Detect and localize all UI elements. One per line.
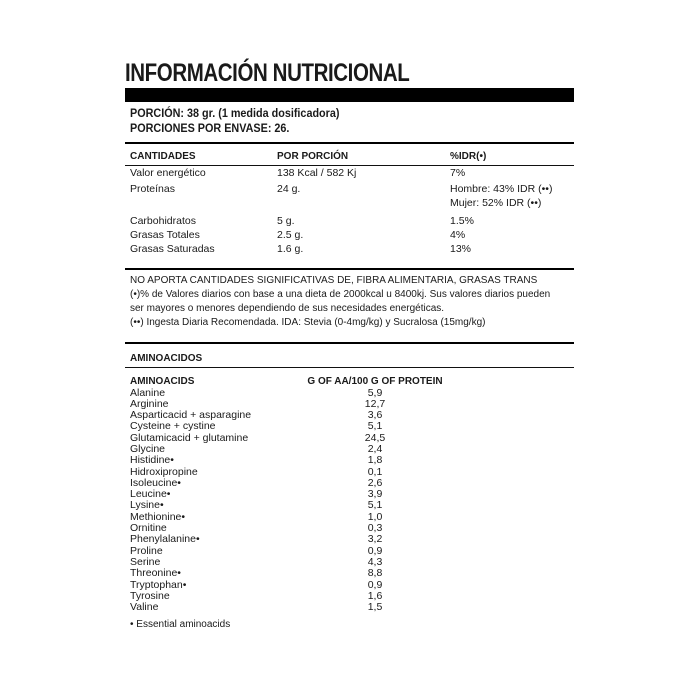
table-row (125, 512, 445, 523)
amino-name: Threonine• (130, 567, 181, 580)
amino-name: Phenylalanine• (130, 533, 200, 546)
amino-value: 5,1 (367, 499, 383, 512)
column-header: CANTIDADES (125, 148, 272, 166)
cell-idr: 4% (450, 228, 466, 241)
notes-line: (•)% de Valores diarios con base a una dieta de 2000kcal u 8400kj. Sus valores diarios pueden (130, 288, 551, 300)
amino-footnote: • Essential aminoacids (130, 619, 231, 631)
table-row (125, 568, 445, 579)
cell-nutrient: Grasas Saturadas (130, 242, 215, 255)
page-title: INFORMACIÓN NUTRICIONAL (125, 59, 410, 87)
amino-name: Histidine• (130, 454, 174, 467)
amino-value: 1,6 (367, 589, 383, 602)
table-row (125, 478, 445, 489)
amino-name: Ornitine (130, 522, 167, 535)
amino-value: 3,6 (367, 409, 383, 422)
column-header: POR PORCIÓN (272, 148, 445, 166)
table-row (125, 489, 445, 500)
notes-line: (••) Ingesta Diaria Recomendada. IDA: Stevia (0-4mg/kg) y Sucralosa (15mg/kg) (130, 316, 486, 328)
cell-nutrient: Grasas Totales (130, 228, 200, 241)
table-row (125, 196, 574, 214)
amino-value: 5,9 (367, 386, 383, 399)
amino-name: Hidroxipropine (130, 465, 198, 478)
cell-idr: 1.5% (450, 214, 474, 227)
table-row (125, 228, 574, 242)
amino-value: 1,8 (367, 454, 383, 467)
notes-line: NO APORTA CANTIDADES SIGNIFICATIVAS DE, FIBRA ALIMENTARIA, GRASAS TRANS (130, 274, 538, 286)
amino-value: 3,9 (367, 488, 383, 501)
amino-value: 0,1 (367, 465, 383, 478)
amino-value: 8,8 (367, 567, 383, 580)
cell-portion: 5 g. (277, 214, 295, 227)
cell-idr: Hombre: 43% IDR (••) (450, 182, 553, 195)
table-row (125, 602, 445, 613)
amino-value: 3,2 (367, 533, 383, 546)
divider (125, 342, 574, 344)
amino-value: 4,3 (367, 555, 383, 568)
table-row (125, 455, 445, 466)
cell-idr: Mujer: 52% IDR (••) (450, 196, 542, 209)
table-row (125, 433, 445, 444)
table-row (125, 242, 574, 256)
amino-name: Leucine• (130, 488, 171, 501)
amino-name: Asparticacid + asparagine (130, 409, 252, 422)
column-header: AMINOACIDS (130, 375, 195, 387)
column-header: G OF AA/100 G OF PROTEIN (307, 375, 443, 387)
amino-name: Proline (130, 544, 163, 557)
amino-name: Tryptophan• (130, 578, 187, 591)
notes-line: ser mayores o menores dependiendo de sus necesidades energéticas. (130, 302, 445, 314)
amino-value: 1,0 (367, 510, 383, 523)
nutrition-table (125, 148, 574, 256)
amino-name: Lysine• (130, 499, 164, 512)
amino-name: Methionine• (130, 510, 186, 523)
cell-portion: 2.5 g. (277, 228, 304, 241)
amino-value: 5,1 (367, 420, 383, 433)
amino-name: Serine (130, 555, 161, 568)
table-row (125, 591, 445, 602)
amino-value: 0,9 (367, 544, 383, 557)
portion-info (125, 102, 574, 136)
amino-name: Isoleucine• (130, 476, 181, 489)
cell-portion (272, 196, 445, 214)
table-header-row (125, 148, 574, 166)
cell-nutrient: Proteínas (130, 182, 175, 195)
table-row (125, 388, 445, 399)
portion-size: PORCIÓN: 38 gr. (1 medida dosificadora) (130, 106, 340, 120)
table-header-row (125, 376, 445, 388)
amino-name: Arginine (130, 397, 169, 410)
cell-portion: 24 g. (277, 182, 301, 195)
amino-value: 2,6 (367, 476, 383, 489)
servings-per-container: PORCIONES POR ENVASE: 26. (130, 121, 290, 135)
amino-value: 2,4 (367, 442, 383, 455)
amino-value: 24,5 (364, 431, 386, 444)
notes-block (125, 270, 574, 336)
nutrition-label (125, 58, 574, 630)
amino-name: Glycine (130, 442, 166, 455)
amino-name: Glutamicacid + glutamine (130, 431, 249, 444)
table-row (125, 214, 574, 228)
amino-name: Valine (130, 601, 159, 614)
table-row (125, 534, 445, 545)
cell-nutrient (125, 196, 272, 214)
column-header: %IDR(•) (445, 148, 574, 166)
amino-value: 0,3 (367, 522, 383, 535)
table-row (125, 580, 445, 591)
table-row (125, 546, 445, 557)
cell-portion: 138 Kcal / 582 Kj (277, 167, 357, 179)
cell-nutrient: Carbohidratos (130, 214, 196, 227)
amino-value: 0,9 (367, 578, 383, 591)
amino-section-title: AMINOACIDOS (125, 350, 574, 368)
header-bar (125, 88, 574, 102)
table-row (125, 421, 445, 432)
amino-table (125, 376, 445, 614)
divider (125, 142, 574, 144)
table-row (125, 166, 574, 182)
cell-portion: 1.6 g. (277, 242, 304, 255)
amino-name: Tyrosine (130, 589, 170, 602)
cell-idr: 13% (450, 242, 472, 255)
amino-value: 1,5 (367, 601, 383, 614)
cell-idr: 7% (450, 167, 466, 179)
amino-value: 12,7 (364, 397, 386, 410)
table-row (125, 182, 574, 196)
cell-nutrient: Valor energético (130, 167, 206, 179)
amino-name: Cysteine + cystine (130, 420, 216, 433)
amino-name: Alanine (130, 386, 166, 399)
